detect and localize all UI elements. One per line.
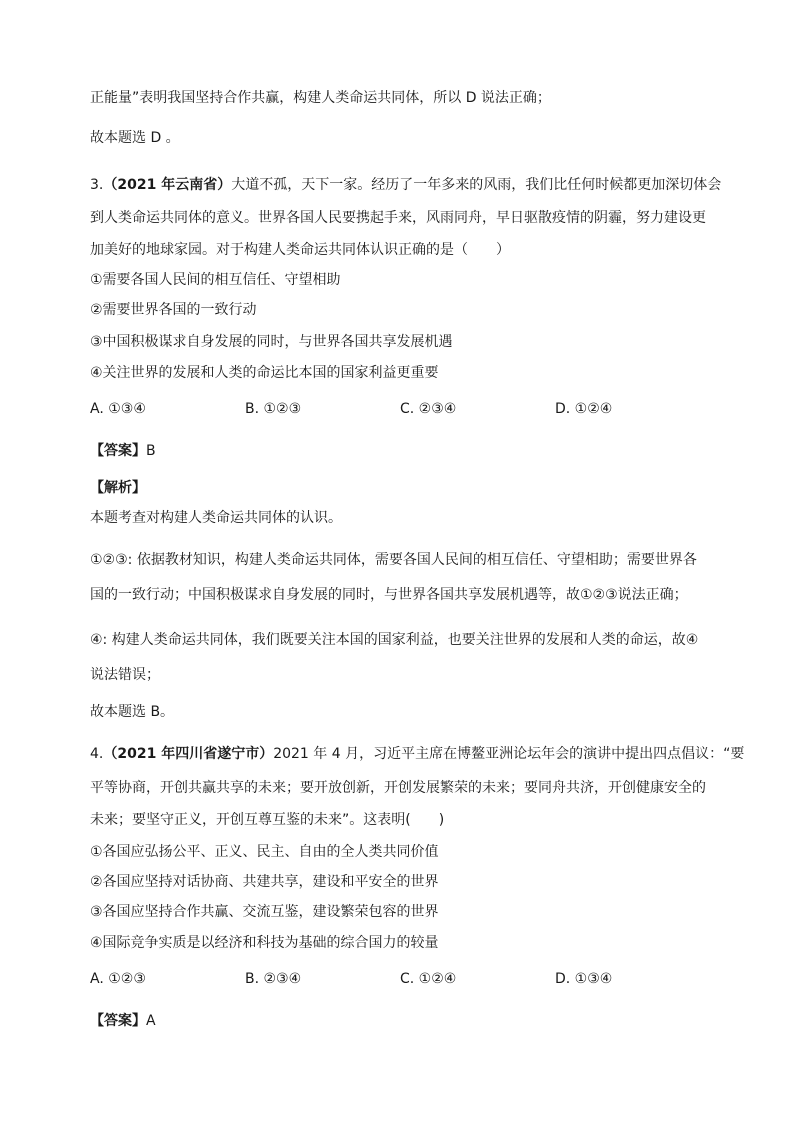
q4-answer bbox=[90, 1011, 156, 1031]
q3-item-1: ①需要各国人民间的相互信任、守望相助 bbox=[90, 272, 341, 288]
q4-number: 4. bbox=[90, 746, 104, 762]
q4-source: （2021 年四川省遂宁市） bbox=[103, 746, 274, 762]
q3-number: 3. bbox=[90, 177, 104, 193]
q3-option-b: B. ①②③ bbox=[245, 401, 302, 417]
q4-option-d: D. ①③④ bbox=[555, 971, 613, 987]
q4-answer-value: A bbox=[146, 1013, 156, 1029]
q4-option-a: A. ①②③ bbox=[90, 971, 146, 987]
q3-item-4: ④关注世界的发展和人类的命运比本国的国家利益更重要 bbox=[90, 365, 439, 381]
q4-option-c: C. ①②④ bbox=[400, 971, 457, 987]
q3-analysis-conclusion: 故本题选 B。 bbox=[90, 704, 175, 720]
q3-analysis-line-4: ④: 构建人类命运共同体，我们既要关注本国的国家利益，也要关注世界的发展和人类的命运，故④ bbox=[90, 632, 699, 648]
q3-option-d: D. ①②④ bbox=[555, 401, 613, 417]
q4-stem-line-3: 未来；要坚守正义，开创互尊互鉴的未来”。这表明( ) bbox=[90, 812, 445, 828]
q3-analysis-line-3: 国的一致行动；中国积极谋求自身发展的同时，与世界各国共享发展机遇等，故①②③说法正确； bbox=[90, 587, 688, 603]
q3-option-a: A. ①③④ bbox=[90, 401, 146, 417]
q4-stem-line-1 bbox=[90, 744, 744, 764]
q3-stem-text: 大道不孤，天下一家。经历了一年多来的风雨，我们比任何时候都更加深切体会 bbox=[231, 177, 722, 193]
q4-item-1: ①各国应弘扬公平、正义、民主、自由的全人类共同价值 bbox=[90, 844, 439, 860]
q3-option-c: C. ②③④ bbox=[400, 401, 457, 417]
q3-answer-label: 【答案】 bbox=[90, 443, 146, 459]
q3-stem-line-1 bbox=[90, 175, 721, 195]
q3-options bbox=[90, 399, 710, 419]
q4-item-3: ③各国应坚持合作共赢、交流互鉴，建设繁荣包容的世界 bbox=[90, 904, 439, 920]
q2-conclusion: 故本题选 D 。 bbox=[90, 130, 180, 146]
q2-explanation-line: 正能量”表明我国坚持合作共赢，构建人类命运共同体，所以 D 说法正确； bbox=[90, 90, 551, 106]
q3-item-3: ③中国积极谋求自身发展的同时，与世界各国共享发展机遇 bbox=[90, 334, 453, 350]
q4-options bbox=[90, 969, 710, 989]
q4-stem-line-2: 平等协商，开创共赢共享的未来；要开放创新，开创发展繁荣的未来；要同舟共济，开创健康安全的 bbox=[90, 780, 706, 796]
q3-answer bbox=[90, 441, 156, 461]
q4-answer-label: 【答案】 bbox=[90, 1013, 146, 1029]
q4-item-4: ④国际竞争实质是以经济和科技为基础的综合国力的较量 bbox=[90, 935, 439, 951]
q4-option-b: B. ②③④ bbox=[245, 971, 302, 987]
q3-analysis-line-5: 说法错误； bbox=[90, 667, 160, 683]
q3-analysis-label: 【解析】 bbox=[90, 480, 146, 496]
q3-item-2: ②需要世界各国的一致行动 bbox=[90, 302, 257, 318]
q3-stem-line-2: 到人类命运共同体的意义。世界各国人民要携起手来，风雨同舟，早日驱散疫情的阴霾，努力建设更 bbox=[90, 210, 706, 226]
q3-answer-value: B bbox=[146, 443, 156, 459]
q4-stem-text: 2021 年 4 月，习近平主席在博鳌亚洲论坛年会的演讲中提出四点倡议：“要 bbox=[273, 746, 745, 762]
q3-analysis-line-2: ①②③: 依据教材知识，构建人类命运共同体，需要各国人民间的相互信任、守望相助；需要世界各 bbox=[90, 552, 697, 568]
q3-analysis-line-1: 本题考查对构建人类命运共同体的认识。 bbox=[90, 510, 342, 526]
q4-item-2: ②各国应坚持对话协商、共建共享，建设和平安全的世界 bbox=[90, 874, 439, 890]
q3-stem-line-3: 加美好的地球家园。对于构建人类命运共同体认识正确的是（ ） bbox=[90, 242, 510, 258]
q3-source: （2021 年云南省） bbox=[103, 177, 232, 193]
